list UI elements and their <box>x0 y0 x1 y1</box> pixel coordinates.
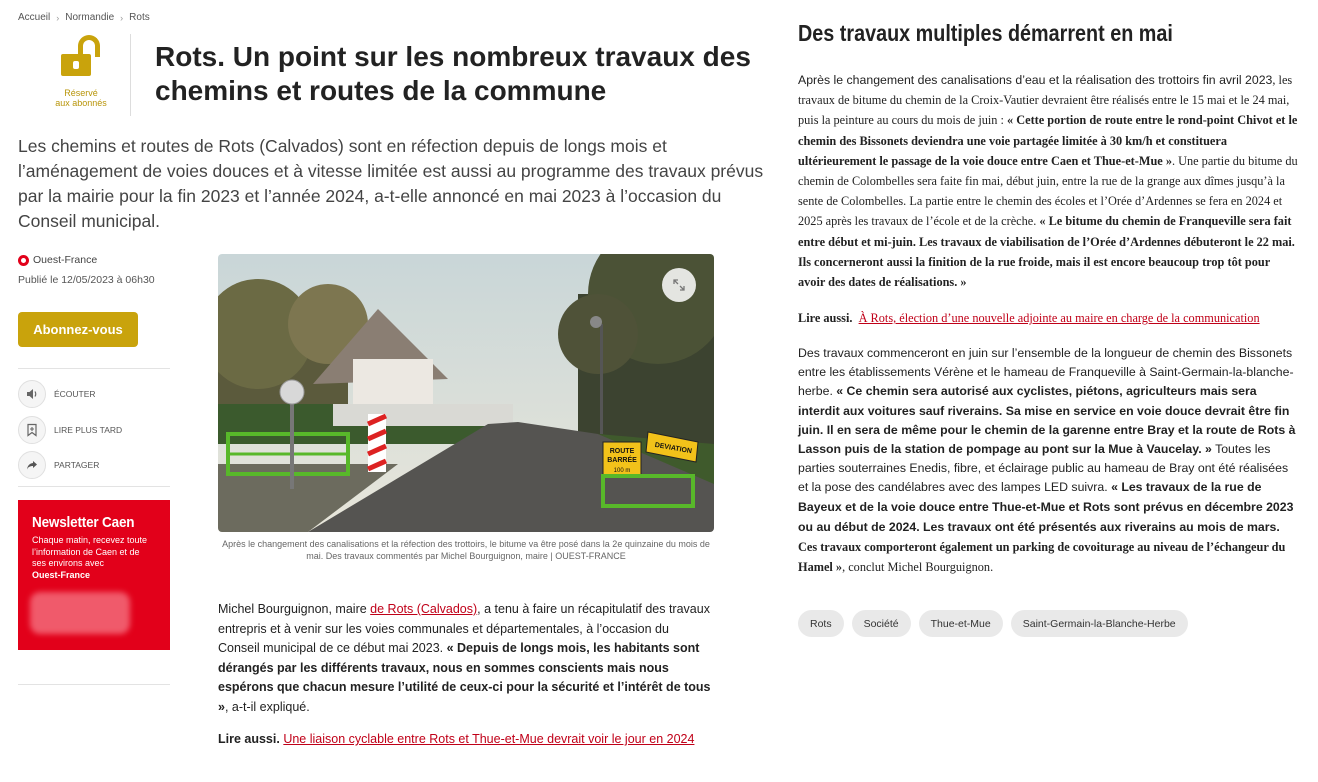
expand-photo-button[interactable] <box>662 268 696 302</box>
unlock-icon <box>59 34 103 78</box>
subscribe-button[interactable]: Abonnez-vous <box>18 312 138 347</box>
sign-route-text: ROUTE <box>609 448 635 455</box>
newsletter-box[interactable] <box>18 500 170 650</box>
newsletter-brand: Ouest-France <box>32 569 91 580</box>
source <box>18 254 97 266</box>
read-also-right <box>798 308 1298 328</box>
read-also-link-adjointe[interactable]: À Rots, élection d’une nouvelle adjointe au maire en charge de la communication <box>858 311 1260 325</box>
chevron-right-icon: › <box>120 12 124 23</box>
quote: « Les travaux de la rue de Bayeux et de la voie douce entre Thue-et-Mue et Rots sont prévus en décembre 2023 ou au début de 2024. Les travaux ont été présentés aux riverains au mois de mars. <box>798 480 1294 534</box>
rots-link[interactable]: de Rots (Calvados) <box>370 602 478 616</box>
newsletter-title: Newsletter Caen <box>32 514 135 531</box>
quote: « Ce chemin sera autorisé aux cyclistes, piétons, agriculteurs mais sera interdit aux voitures sauf riverains. Sa mise en service en voie douce devrait être fin juin. Il en sera de même pour le chemin de la garenne entre Bray et la route de Rots à Lasson puis de la station de pompage au pont sur la Mue à Vaucelay. » <box>798 384 1296 457</box>
read-also-left <box>218 732 694 746</box>
newsletter-description: Chaque matin, recevez toute l’information de Caen et de ses environs avec <box>32 535 148 568</box>
sign-deviation-text: DEVIATION <box>654 441 693 456</box>
article-lead: Les chemins et routes de Rots (Calvados) sont en réfection depuis de longs mois et l’aménagement de voies douces et à vitesse limitée est aussi au programme des travaux prévus par la mairie pour la fin 2023 et l’année 2024, a-t-elle annoncé en mai 2023 à l’occasion du Conseil municipal. <box>18 136 764 231</box>
quote: « Le bitume du chemin de Franqueville sera fait entre début et mi-juin. Les travaux de viabilisation de l’Orée d’Ardennes débuteront le 22 mai. Ils concerneront aussi la finition de la rue froide, mais il est encore beaucoup trop tôt pour avoir des dates de réalisations. » <box>798 214 1295 290</box>
breadcrumb-rots[interactable]: Rots <box>129 12 150 23</box>
quote: Ces travaux comporteront également un parking de covoiturage au niveau de l’échangeur du Hamel » <box>798 540 1286 575</box>
share-icon <box>18 451 46 479</box>
divider <box>18 684 170 685</box>
text: , a-t-il expliqué. <box>224 699 310 714</box>
badge-label-line1: Réservé <box>64 88 98 98</box>
tag-thue-et-mue[interactable]: Thue-et-Mue <box>919 610 1003 637</box>
subscriber-badge <box>40 34 122 118</box>
quote: « Depuis de longs mois, les habitants sont dérangés par les différents travaux, nous en sommes conscients mais nous espérons que chacun mesure l’utilité de ceux-ci pour la sécurité et l’intérêt de tous » <box>218 641 711 714</box>
badge-divider <box>130 34 131 116</box>
right-paragraph-2 <box>798 344 1298 577</box>
newsletter-text <box>32 535 156 581</box>
read-also-label: Lire aussi. <box>218 732 280 746</box>
article-photo <box>218 254 714 532</box>
tag-societe[interactable]: Société <box>852 610 911 637</box>
right-paragraph-1 <box>798 70 1298 292</box>
sign-barree-text: BARRÉE <box>607 457 637 464</box>
bookmark-icon <box>18 416 46 444</box>
text: . Une partie du bitume du chemin de Colombelles sera faite fin mai, début juin, entre la rue de la grange aux dîmes jusqu’à la sente de Colombelles. La partie entre le chemin des écoles et l’Orée d’Ardennes se fera en 2024 et 2025 après les travaux de l’école et de la crèche. <box>798 153 1298 229</box>
section-title: Des travaux multiples démarrent en mai <box>798 20 1173 46</box>
listen-button[interactable] <box>18 380 96 408</box>
badge-label <box>40 88 122 108</box>
badge-label-line2: aux abonnés <box>55 98 107 108</box>
read-also-label: Lire aussi. <box>798 311 853 325</box>
share-button[interactable] <box>18 451 99 479</box>
photo-caption: Après le changement des canalisations et la réfection des trottoirs, le bitume va être posé dans la 2e quinzaine du mois de mai. Des travaux commentés par Michel Bourguignon, maire | OUEST-FRANCE <box>222 539 710 561</box>
source-name: Ouest-France <box>33 254 98 266</box>
read-later-label: LIRE PLUS TARD <box>54 425 123 435</box>
breadcrumb-accueil[interactable]: Accueil <box>18 12 51 23</box>
divider <box>18 368 170 369</box>
published-date: Publié le 12/05/2023 à 06h30 <box>18 274 155 286</box>
breadcrumb <box>18 12 150 23</box>
article-title: Rots. Un point sur les nombreux travaux des chemins et routes de la commune <box>155 41 751 106</box>
expand-icon <box>672 278 686 292</box>
text: , a tenu à faire un récapitulatif des travaux entrepris et à venir sur les voies communales et départementales, à l’occasion du Conseil municipal de ce début mai 2023. <box>218 602 710 655</box>
text: Michel Bourguignon, maire <box>218 602 371 616</box>
breadcrumb-normandie[interactable]: Normandie <box>65 12 115 23</box>
read-later-button[interactable] <box>18 416 122 444</box>
tag-rots[interactable]: Rots <box>798 610 844 637</box>
tag-list <box>798 610 1188 637</box>
newsletter-signup-blurred[interactable] <box>30 592 130 634</box>
speaker-icon <box>18 380 46 408</box>
text: , conclut Michel Bourguignon. <box>842 560 994 575</box>
sign-distance-text: 100 m <box>613 468 631 474</box>
divider <box>18 486 170 487</box>
tag-saint-germain[interactable]: Saint-Germain-la-Blanche-Herbe <box>1011 610 1188 637</box>
quote: « Cette portion de route entre le rond-point Chivot et le chemin des Bissonets deviendra une voie partagée limitée à 30 km/h et constituera ultérieurement le passage de la voie douce entre Caen et Thue-et-Mue » <box>798 113 1298 168</box>
text: Toutes les parties souterraines Enedis, fibre, et éclairage public au hameau de Bray ont été réalisées et la pose des candélabres avec des lampes LED suivra. <box>798 442 1289 495</box>
ouest-france-logo-icon <box>18 255 29 266</box>
article-paragraph-1 <box>218 600 714 717</box>
listen-label: ÉCOUTER <box>54 389 96 399</box>
text: Après le changement des canalisations d’eau et la réalisation des trottoirs fin avril 2023 <box>798 73 1273 87</box>
chevron-right-icon: › <box>56 12 60 23</box>
read-also-link-cyclable[interactable]: Une liaison cyclable entre Rots et Thue-et-Mue devrait voir le jour en 2024 <box>283 732 695 746</box>
text: , les travaux de bitume du chemin de la Croix-Vautier devraient être réalisés entre le 15 mai et le 24 mai, puis la peinture au cours du mois de juin : <box>798 73 1293 128</box>
text: Des travaux commenceront en juin sur l’ensemble de la longueur de chemin des Bissonets entre les établissements Vérène et le hameau de Franqueville à Saint-Germain-la-blanche-herbe. <box>798 346 1294 399</box>
share-label: PARTAGER <box>54 460 100 470</box>
